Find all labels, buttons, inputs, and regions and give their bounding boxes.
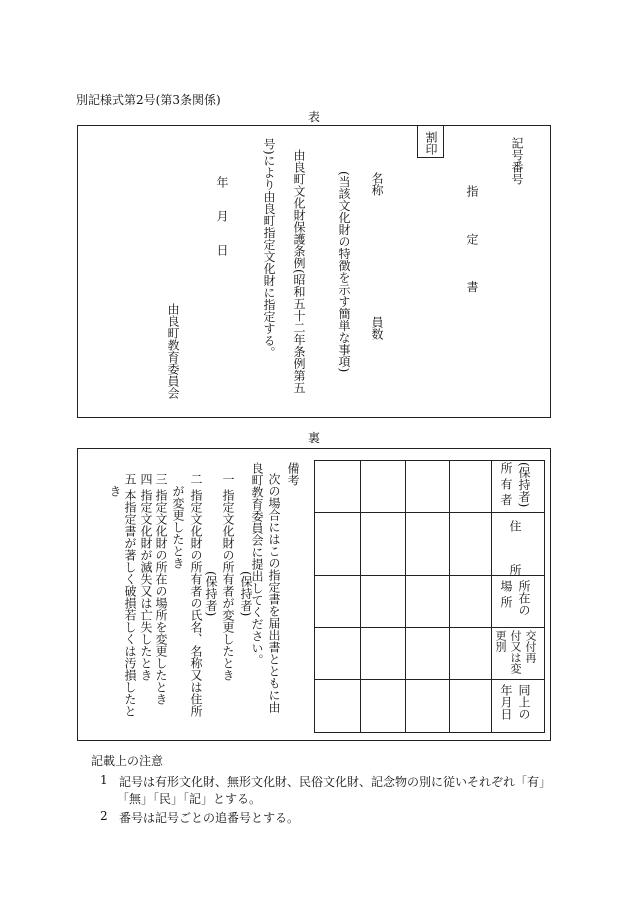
notes-item1-line1: 記号は有形文化財、無形文化財、民俗文化財、記念物の別に従いそれぞれ「有」	[119, 775, 552, 789]
front-certificate-box	[77, 125, 551, 418]
notes-item1-line2: 「無」「民」「記」とする。	[117, 792, 262, 806]
wariin-label: 割印	[424, 131, 438, 155]
statement-line-2: 号)により由良町指定文化財に指定する。	[262, 138, 276, 359]
item2-note: (保持者)	[204, 571, 218, 617]
issuer: 由良町教育委員会	[166, 303, 180, 399]
notes-title: 記載上の注意	[91, 754, 164, 768]
wariin-box	[417, 125, 444, 158]
col-address-label: 住 所	[508, 520, 522, 590]
date-month: 月	[215, 210, 229, 222]
col-location-l2: 場 所	[499, 580, 513, 608]
date-year: 年	[215, 176, 229, 188]
remarks-title: 備考	[286, 462, 300, 486]
item1-note: (保持者)	[239, 571, 253, 617]
feature-note: (当該文化財の特徴を示す簡単な事項)	[337, 171, 351, 373]
col-date-l2: 年月日	[499, 684, 513, 720]
notes-item2-number: 2	[100, 809, 108, 823]
col-owner-label: 所 有 者	[499, 462, 513, 506]
remarks-intro-1: 次の場合にはこの指定書を届出書とともに由	[267, 473, 281, 713]
notes-item1-number: 1	[100, 773, 108, 787]
notes-item2: 番号は記号ごとの追番号とする。	[119, 811, 300, 825]
col-date-l1: 同上の	[517, 684, 531, 720]
remarks-item-4: 四 指定文化財が滅失又は亡失したとき	[139, 473, 153, 681]
col-reissue-l3: 更別	[494, 630, 507, 652]
col-owner-note: (保持者)	[517, 462, 531, 508]
remarks-item-2-line2: が変更したとき	[171, 485, 185, 569]
remarks-item-1: 一 指定文化財の所有者が変更したとき	[221, 473, 235, 681]
remarks-item-5-line1: 五 本指定書が著しく破損若しくは汚損したと	[123, 473, 137, 717]
remarks-item-2-line1: 二 指定文化財の所有者の氏名、名称又は住所	[189, 473, 203, 717]
date-day: 日	[215, 244, 229, 256]
kigo-bango-label: 記号番号	[510, 137, 524, 185]
quantity-label: 員数	[370, 316, 384, 340]
form-label: 別記様式第2号(第3条関係)	[76, 93, 221, 107]
front-label: 表	[308, 110, 321, 124]
certificate-title: 指 定 書	[465, 185, 479, 309]
statement-line-1: 由良町文化財保護条例(昭和五十二年条例第五	[292, 149, 306, 394]
remarks-intro-2: 良町教育委員会に提出してください。	[250, 462, 264, 666]
col-location-l1: 所在の	[517, 580, 531, 616]
col-reissue-l2: 付又は変	[509, 630, 522, 674]
remarks-item-3: 三 指定文化財の所在の場所を変更したとき	[154, 473, 168, 705]
name-label: 名称	[370, 172, 384, 196]
col-reissue-l1: 交付再	[524, 630, 537, 663]
back-label: 裏	[308, 431, 321, 445]
remarks-item-5-line2: き	[108, 485, 122, 497]
